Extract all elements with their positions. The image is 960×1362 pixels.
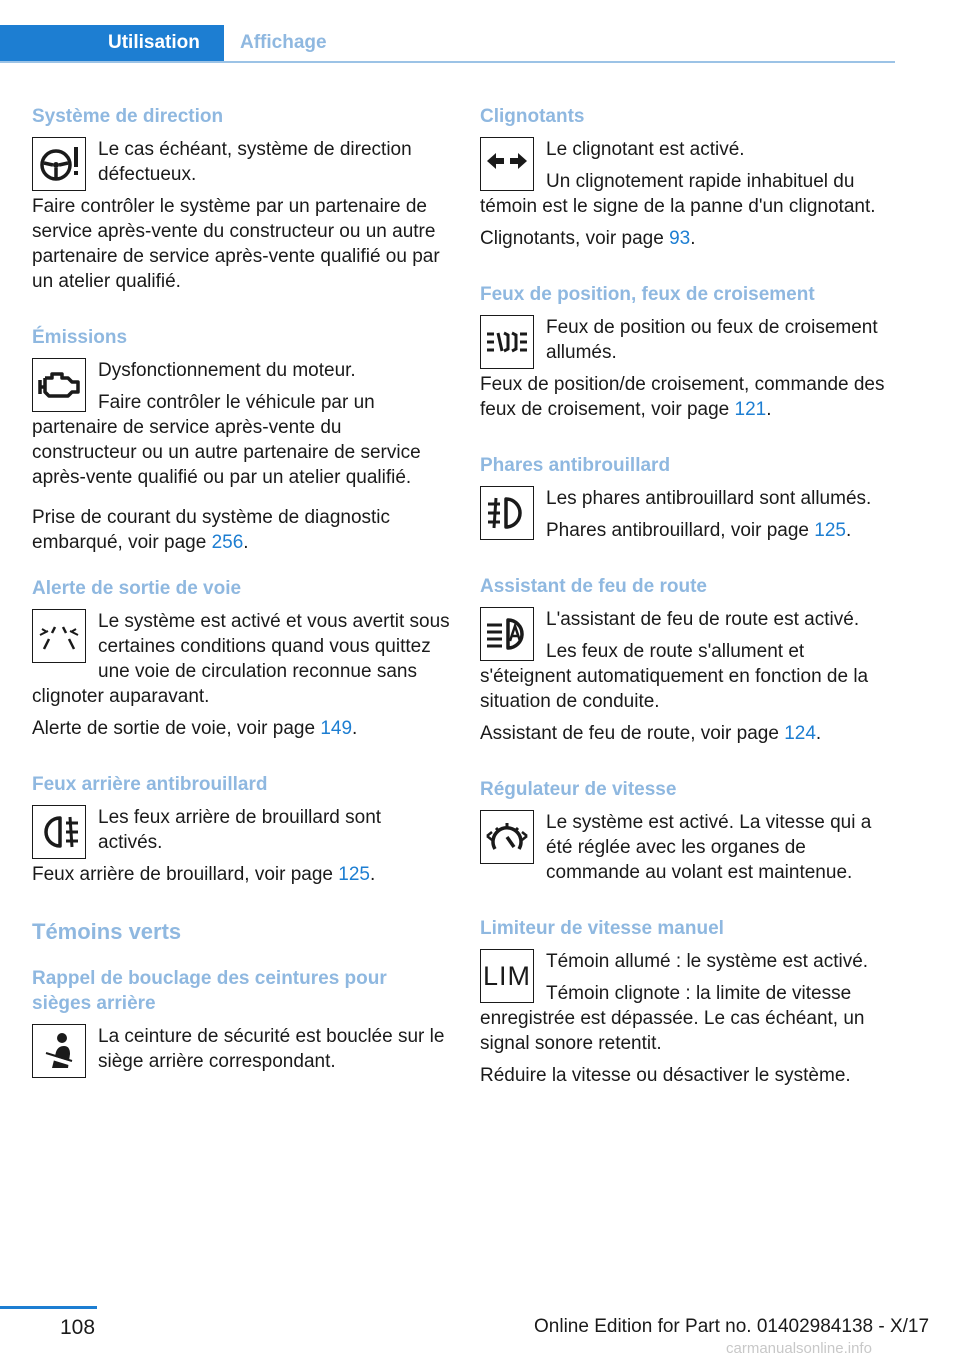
tab-utilisation-label: Utilisation — [108, 32, 200, 53]
footer-accent-line — [0, 1306, 97, 1309]
entry-lane-departure — [32, 609, 450, 716]
seatbelt-icon — [32, 1024, 86, 1078]
speed-limiter-text-2: Témoin clignote : la limite de vitesse enregistrée est dépassée. Le cas échéant, un signal sonore retentit. — [480, 983, 865, 1054]
section-heading-lane-departure: Alerte de sortie de voie — [32, 578, 242, 599]
lane-departure-icon — [32, 609, 86, 663]
tab-affichage[interactable]: Affichage — [240, 32, 327, 53]
cruise-control-text-1: Le système est activé. La vitesse qui a été réglée avec les organes de commande au volant est maintenue. — [546, 812, 872, 883]
high-beam-assist-text-2: Les feux de route s'allument et s'éteignent automatiquement en fonction de la situation de conduite. — [480, 641, 869, 712]
page-link-149[interactable]: 149 — [320, 718, 353, 739]
page-link-93[interactable]: 93 — [669, 228, 691, 249]
steering-text-2: Faire contrôler le système par un partenaire de service après-vente du constructeur ou un autre partenaire de service après-vente qualifié ou par un atelier qualifié. — [32, 196, 440, 292]
page-link-121[interactable]: 121 — [734, 399, 767, 420]
front-fog-text-1: Les phares antibrouillard sont allumés. — [546, 488, 872, 509]
low-beam-text-2: Feux de position/de croisement, commande des feux de croisement, voir page 121. — [480, 374, 885, 420]
section-heading-front-fog: Phares antibrouillard — [480, 455, 671, 476]
watermark: carmanualsonline.info — [726, 1340, 872, 1357]
entry-rear-fog — [32, 805, 450, 894]
page-link-256[interactable]: 256 — [211, 532, 244, 553]
section-title-green-lights: Témoins verts — [32, 919, 182, 944]
chapter-header — [0, 25, 895, 63]
page-link-125-rear[interactable]: 125 — [338, 864, 370, 885]
right-column — [480, 104, 898, 1095]
turn-signals-text-2: Un clignotement rapide inhabituel du témoin est le signe de la panne d'un clignotant. — [480, 171, 876, 217]
front-fog-icon — [480, 486, 534, 540]
turn-signals-text-3: Clignotants, voir page 93. — [480, 228, 696, 249]
emissions-text-3: Prise de courant du système de diagnostic embarqué, voir page 256. — [32, 507, 391, 553]
high-beam-assist-text-3: Assistant de feu de route, voir page 124. — [480, 723, 822, 744]
seatbelt-text-1: La ceinture de sécurité est bouclée sur le siège arrière correspondant. — [98, 1026, 445, 1072]
rear-fog-text-1: Les feux arrière de brouillard sont activés. — [98, 807, 382, 853]
engine-icon — [32, 358, 86, 412]
entry-cruise-control — [480, 810, 898, 892]
rear-fog-text-2: Feux arrière de brouillard, voir page 125. — [32, 864, 376, 885]
high-beam-assist-icon — [480, 607, 534, 661]
steering-text-1: Le cas échéant, système de direction défectueux. — [98, 139, 412, 185]
turn-signal-icon — [480, 137, 534, 191]
entry-seatbelt — [32, 1024, 450, 1081]
entry-high-beam-assist — [480, 607, 898, 721]
page-number: 108 — [60, 1316, 96, 1339]
edition-note: Online Edition for Part no. 01402984138 - X/17 — [534, 1316, 930, 1337]
entry-speed-limiter — [480, 949, 898, 1063]
lane-departure-text-1: Le système est activé et vous avertit sous certaines conditions quand vous quittez une voie de circulation reconnue sans clignoter auparavant. — [32, 611, 450, 707]
left-column — [32, 104, 450, 1081]
speed-limiter-text-3: Réduire la vitesse ou désactiver le système. — [480, 1065, 851, 1086]
steering-warning-icon — [32, 137, 86, 191]
page-link-125-front[interactable]: 125 — [814, 520, 846, 541]
page-link-124[interactable]: 124 — [784, 723, 816, 744]
high-beam-assist-text-1: L'assistant de feu de route est activé. — [546, 609, 860, 630]
section-heading-rear-fog: Feux arrière antibrouillard — [32, 774, 268, 795]
entry-turn-signals — [480, 137, 898, 226]
section-heading-speed-limiter: Limiteur de vitesse manuel — [480, 918, 724, 939]
section-heading-steering: Système de direction — [32, 106, 224, 127]
section-heading-high-beam-assist: Assistant de feu de route — [480, 576, 707, 597]
emissions-text-1: Dysfonctionnement du moteur. — [98, 360, 356, 381]
rear-fog-icon — [32, 805, 86, 859]
front-fog-text-2: Phares antibrouillard, voir page 125. — [546, 520, 852, 541]
section-heading-seatbelt: Rappel de bouclage des ceintures pour sièges arrière — [32, 968, 387, 1014]
entry-low-beam — [480, 315, 898, 429]
low-beam-icon — [480, 315, 534, 369]
lane-departure-text-2: Alerte de sortie de voie, voir page 149. — [32, 718, 358, 739]
entry-emissions — [32, 358, 450, 497]
speed-limiter-icon — [480, 949, 534, 1003]
turn-signals-text-1: Le clignotant est activé. — [546, 139, 745, 160]
section-heading-emissions: Émissions — [32, 327, 128, 348]
section-heading-low-beam: Feux de position, feux de croisement — [480, 284, 815, 305]
entry-front-fog — [480, 486, 898, 550]
cruise-control-icon — [480, 810, 534, 864]
low-beam-text-1: Feux de position ou feux de croisement allumés. — [546, 317, 878, 363]
tab-utilisation[interactable] — [0, 25, 224, 61]
entry-steering — [32, 137, 450, 301]
section-heading-cruise-control: Régulateur de vitesse — [480, 779, 677, 800]
speed-limiter-icon-label: LIM — [482, 960, 531, 991]
speed-limiter-text-1: Témoin allumé : le système est activé. — [546, 951, 869, 972]
emissions-text-2: Faire contrôler le véhicule par un partenaire de service après-vente du constructeur ou un autre partenaire de service après-vente qualifié ou par un atelier qualifié. — [32, 392, 421, 488]
section-heading-turn-signals: Clignotants — [480, 106, 585, 127]
